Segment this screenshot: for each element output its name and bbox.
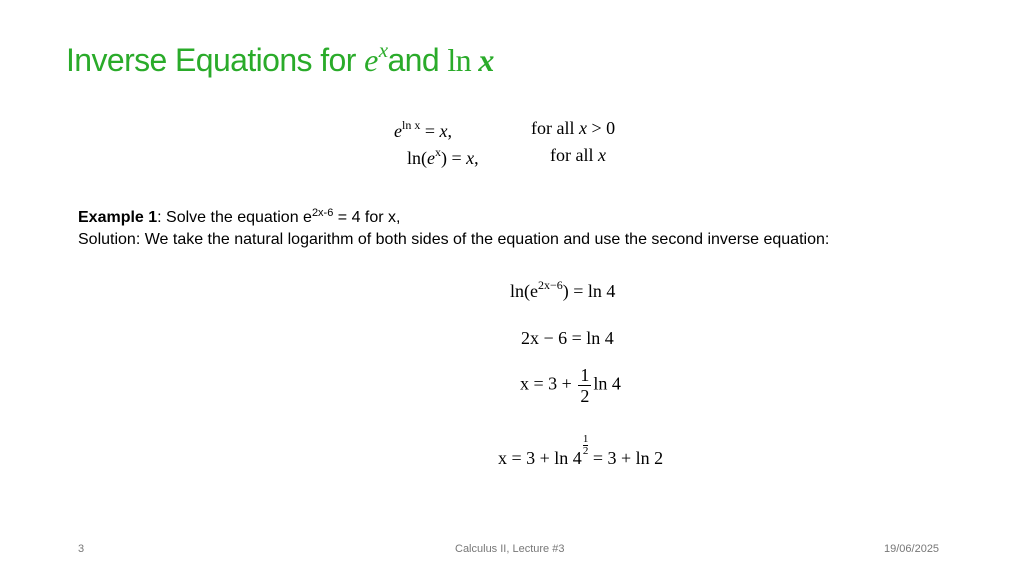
identity-1-cond-var: x [578, 118, 587, 138]
step-1 [510, 278, 615, 302]
identity-1 [394, 118, 452, 142]
identity-2-cond-text: for all [550, 145, 598, 165]
page-number: 3 [78, 543, 85, 555]
step-3-fraction [578, 365, 591, 406]
example-label: Example 1 [78, 209, 158, 226]
identity-1-var: x [439, 121, 448, 141]
title-x-sup: x [378, 38, 388, 62]
identity-1-eq: = [420, 121, 440, 141]
slide-title [66, 38, 494, 79]
identity-1-base: e [394, 121, 402, 141]
step-3 [520, 365, 621, 406]
identity-2 [407, 145, 479, 169]
identity-2-var: x [466, 148, 475, 168]
step-4 [498, 434, 663, 469]
step-4-pre: x = 3 + ln 4 [498, 448, 582, 468]
title-ln: ln [447, 42, 479, 78]
step-4-numerator: 1 [582, 433, 589, 445]
identity-2-cond-var: x [597, 145, 606, 165]
example-statement [78, 207, 400, 227]
identity-1-cond-text: for all [531, 118, 579, 138]
step-1-pre: ln(e [510, 281, 538, 301]
step-3-denominator: 2 [580, 386, 590, 406]
example-statement-post: = 4 for x, [333, 209, 401, 226]
identity-2-comma: , [474, 148, 479, 168]
title-prefix: Inverse Equations for [66, 42, 365, 78]
footer-title: Calculus II, Lecture #3 [455, 543, 565, 555]
identity-2-sup: x [435, 145, 441, 159]
identity-2-base: e [427, 148, 435, 168]
title-x-bold: x [478, 42, 494, 78]
step-3-numerator: 1 [580, 365, 590, 385]
identity-2-fn: ln( [407, 148, 427, 168]
identity-1-sup: ln x [402, 118, 421, 132]
example-statement-pre: : Solve the equation e [157, 209, 312, 226]
step-1-post: ) = ln 4 [562, 281, 616, 301]
title-middle: and [387, 42, 448, 78]
title-e: e [364, 42, 378, 78]
identity-2-close: ) = [441, 148, 467, 168]
step-4-post: = 3 + ln 2 [588, 448, 664, 468]
example-statement-sup: 2x-6 [311, 207, 334, 219]
step-4-denominator: 2 [582, 445, 589, 457]
step-1-sup: 2x−6 [537, 278, 563, 292]
example-solution: Solution: We take the natural logarithm of both sides of the equation and use the second inverse equation: [78, 231, 830, 248]
identity-1-condition [531, 118, 615, 139]
identity-2-condition [550, 145, 606, 166]
step-3-post: ln 4 [593, 373, 621, 394]
step-2: 2x − 6 = ln 4 [521, 328, 614, 348]
step-3-pre: x = 3 + [520, 373, 577, 394]
identity-1-cond-rest: > 0 [586, 118, 616, 138]
identity-1-comma: , [447, 121, 452, 141]
footer-date: 19/06/2025 [884, 543, 940, 555]
